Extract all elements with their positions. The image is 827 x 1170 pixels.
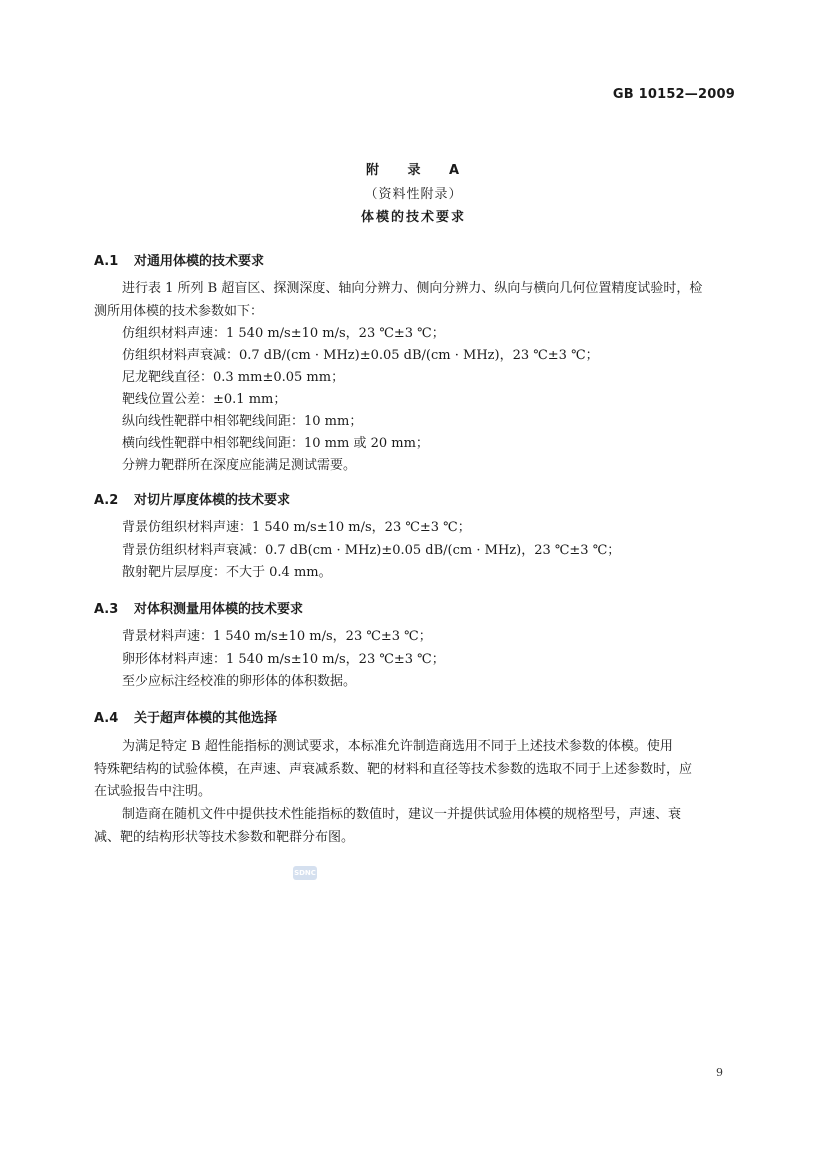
section-number: A.2 <box>94 493 119 508</box>
list-item: 背景材料声速：1 540 m/s±10 m/s，23 ℃±3 ℃； <box>122 629 432 644</box>
section-heading-a1 <box>94 250 264 269</box>
paragraph-line: 减、靶的结构形状等技术参数和靶群分布图。 <box>94 830 355 845</box>
appendix-title: 体模的技术要求 <box>360 210 466 225</box>
section-number: A.1 <box>94 254 119 269</box>
paragraph-line: 制造商在随机文件中提供技术性能指标的数值时，建议一并提供试验用体模的规格型号，声速、衰 <box>122 807 682 822</box>
section-title: 对体积测量用体模的技术要求 <box>134 602 304 617</box>
section-number: A.4 <box>94 711 119 726</box>
section-number: A.3 <box>94 602 119 617</box>
section-title: 对通用体模的技术要求 <box>134 254 265 269</box>
section-title: 关于超声体模的其他选择 <box>134 711 278 726</box>
paragraph-line: 测所用体模的技术参数如下： <box>94 304 264 319</box>
section-heading-a2 <box>94 489 290 508</box>
paragraph-line: 特殊靶结构的试验体模，在声速、声衰减系数、靶的材料和直径等技术参数的选取不同于上述参数时，应 <box>94 762 693 777</box>
list-item: 仿组织材料声速：1 540 m/s±10 m/s，23 ℃±3 ℃； <box>122 326 445 341</box>
list-item: 背景仿组织材料声速：1 540 m/s±10 m/s，23 ℃±3 ℃； <box>122 520 471 535</box>
section-heading-a3 <box>94 598 303 617</box>
list-item: 仿组织材料声衰减：0.7 dB/(cm · MHz)±0.05 dB/(cm · MHz)，23 ℃±3 ℃； <box>122 348 599 363</box>
list-item: 尼龙靶线直径：0.3 mm±0.05 mm； <box>122 370 345 385</box>
list-item: 横向线性靶群中相邻靶线间距：10 mm 或 20 mm； <box>122 436 429 451</box>
list-item: 纵向线性靶群中相邻靶线间距：10 mm； <box>122 414 363 429</box>
paragraph-line: 进行表 1 所列 B 超盲区、探测深度、轴向分辨力、侧向分辨力、纵向与横向几何位置精度试验时，检 <box>122 281 703 296</box>
list-item: 背景仿组织材料声衰减：0.7 dB(cm · MHz)±0.05 dB/(cm · MHz)，23 ℃±3 ℃； <box>122 543 621 558</box>
appendix-label: 附 录 A <box>365 163 472 178</box>
section-title: 对切片厚度体模的技术要求 <box>134 493 291 508</box>
paragraph-line: 为满足特定 B 超性能指标的测试要求，本标准允许制造商选用不同于上述技术参数的体模。使用 <box>122 739 673 754</box>
standard-code: GB 10152—2009 <box>612 87 735 102</box>
list-item: 分辨力靶群所在深度应能满足测试需要。 <box>122 458 357 473</box>
list-item: 靶线位置公差：±0.1 mm； <box>122 392 287 407</box>
list-item: 至少应标注经校准的卵形体的体积数据。 <box>122 674 357 689</box>
list-item: 散射靶片层厚度：不大于 0.4 mm。 <box>122 565 332 580</box>
page-number: 9 <box>716 1066 723 1079</box>
appendix-type: （资料性附录） <box>364 187 463 202</box>
paragraph-line: 在试验报告中注明。 <box>94 784 212 799</box>
section-heading-a4 <box>94 707 277 726</box>
watermark-logo: SDNC <box>293 866 317 880</box>
list-item: 卵形体材料声速：1 540 m/s±10 m/s，23 ℃±3 ℃； <box>122 652 445 667</box>
